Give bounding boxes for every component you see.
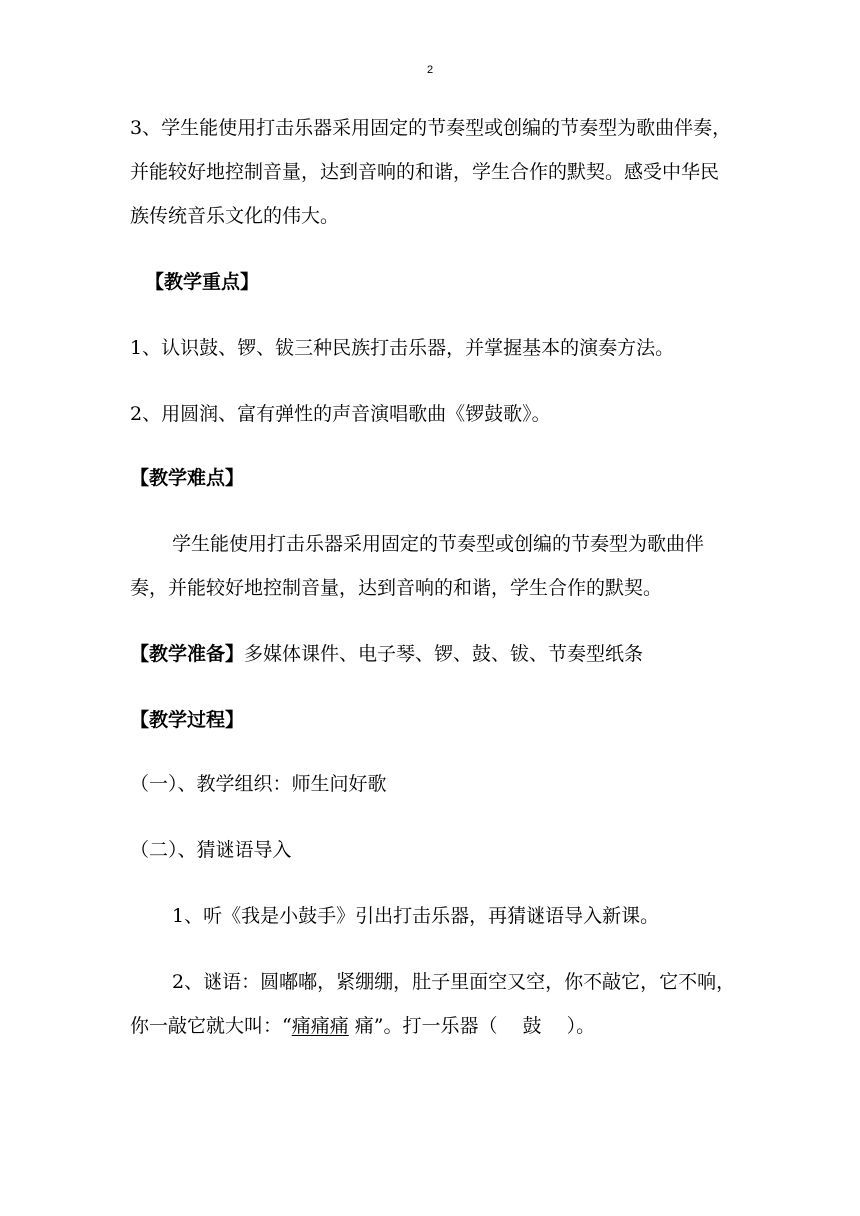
key-points-heading: 【教学重点】 xyxy=(145,271,260,293)
process-item-2-line-2 xyxy=(130,1014,595,1038)
process-heading: 【教学过程】 xyxy=(130,709,245,731)
difficulty-line-1: 学生能使用打击乐器采用固定的节奏型或创编的节奏型为歌曲伴 xyxy=(172,533,705,555)
difficulty-line-2: 奏，并能较好地控制音量，达到音响的和谐，学生合作的默契。 xyxy=(130,577,663,599)
key-point-2: 2、用圆润、富有弹性的声音演唱歌曲《锣鼓歌》。 xyxy=(130,403,551,425)
process-step-1: （一）、教学组织：师生问好歌 xyxy=(130,773,387,795)
difficulties-heading: 【教学难点】 xyxy=(130,467,245,489)
process-item-1: 1、听《我是小鼓手》引出打击乐器，再猜谜语导入新课。 xyxy=(172,905,660,927)
page-number: 2 xyxy=(426,64,434,76)
riddle-text-end: 痛”。打一乐器（ 鼓 ）。 xyxy=(348,1015,596,1037)
preparation-heading: 【教学准备】 xyxy=(130,643,245,665)
preparation-text: 多媒体课件、电子琴、锣、鼓、钹、节奏型纸条 xyxy=(244,643,644,665)
key-point-1: 1、认识鼓、锣、钹三种民族打击乐器，并掌握基本的演奏方法。 xyxy=(130,337,675,359)
process-step-2: （二）、猜谜语导入 xyxy=(130,839,292,861)
process-item-2-line-1: 2、谜语：圆嘟嘟，紧绷绷，肚子里面空又空，你不敲它，它不响， xyxy=(172,971,736,993)
objective-line-3: 族传统音乐文化的伟大。 xyxy=(130,205,340,227)
riddle-text-start: 你一敲它就大叫：“ xyxy=(130,1015,292,1037)
riddle-underlined-sound: 痛痛痛 xyxy=(291,1015,349,1037)
objective-line-1: 3、学生能使用打击乐器采用固定的节奏型或创编的节奏型为歌曲伴奏， xyxy=(130,117,732,139)
preparation-line xyxy=(130,642,643,666)
objective-line-2: 并能较好地控制音量，达到音响的和谐，学生合作的默契。感受中华民 xyxy=(130,161,720,183)
